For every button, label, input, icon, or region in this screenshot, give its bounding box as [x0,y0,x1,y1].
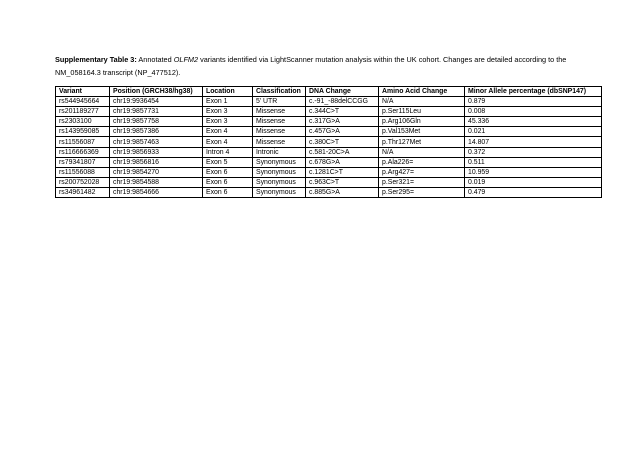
cell-amino-acid-change: p.Thr127Met [379,137,465,147]
cell-location: Exon 3 [203,107,253,117]
table-row [56,167,602,177]
cell-minor-allele-percentage: 0.019 [465,177,602,187]
cell-position: chr19:9857463 [110,137,203,147]
cell-classification: Synonymous [253,187,306,197]
table-row [56,127,602,137]
cell-minor-allele-percentage: 14.807 [465,137,602,147]
cell-amino-acid-change: p.Ser295= [379,187,465,197]
cell-classification: Synonymous [253,167,306,177]
cell-dna-change: c.1281C>T [306,167,379,177]
table-row [56,117,602,127]
cell-dna-change: c.380C>T [306,137,379,147]
cell-dna-change: c.457G>A [306,127,379,137]
cell-classification: Missense [253,127,306,137]
cell-classification: Missense [253,117,306,127]
cell-dna-change: c.-91_-88delCCGG [306,97,379,107]
cell-location: Exon 1 [203,97,253,107]
cell-variant: rs11556088 [56,167,110,177]
cell-variant: rs201189277 [56,107,110,117]
cell-amino-acid-change: N/A [379,147,465,157]
cell-amino-acid-change: N/A [379,97,465,107]
cell-variant: rs11556087 [56,137,110,147]
cell-amino-acid-change: p.Ser115Leu [379,107,465,117]
header-dna-change: DNA Change [306,87,379,97]
header-variant: Variant [56,87,110,97]
cell-minor-allele-percentage: 10.959 [465,167,602,177]
cell-position: chr19:9854588 [110,177,203,187]
cell-amino-acid-change: p.Arg106Gln [379,117,465,127]
cell-dna-change: c.885G>A [306,187,379,197]
header-location: Location [203,87,253,97]
caption-gene: OLFM2 [173,55,199,64]
caption-label: Supplementary Table 3: [55,55,137,64]
table-row [56,177,602,187]
cell-position: chr19:9936454 [110,97,203,107]
table-header-row [56,87,602,97]
cell-dna-change: c.963C>T [306,177,379,187]
table-row [56,157,602,167]
cell-minor-allele-percentage: 45.336 [465,117,602,127]
cell-location: Exon 6 [203,187,253,197]
cell-minor-allele-percentage: 0.021 [465,127,602,137]
cell-dna-change: c.581-20C>A [306,147,379,157]
cell-variant: rs544945664 [56,97,110,107]
cell-position: chr19:9857731 [110,107,203,117]
header-position: Position (GRCH38/hg38) [110,87,203,97]
header-classification: Classification [253,87,306,97]
cell-variant: rs143959085 [56,127,110,137]
table-caption [55,54,595,79]
cell-location: Exon 4 [203,127,253,137]
cell-amino-acid-change: p.Arg427= [379,167,465,177]
cell-dna-change: c.317G>A [306,117,379,127]
cell-variant: rs34961482 [56,187,110,197]
cell-variant: rs2303100 [56,117,110,127]
cell-amino-acid-change: p.Ala226= [379,157,465,167]
table-row [56,137,602,147]
cell-location: Intron 4 [203,147,253,157]
variants-table [55,86,602,198]
cell-classification: Intronic [253,147,306,157]
cell-variant: rs116666369 [56,147,110,157]
cell-classification: 5' UTR [253,97,306,107]
cell-location: Exon 6 [203,167,253,177]
cell-minor-allele-percentage: 0.008 [465,107,602,117]
table-row [56,97,602,107]
cell-location: Exon 4 [203,137,253,147]
cell-position: chr19:9854270 [110,167,203,177]
cell-minor-allele-percentage: 0.511 [465,157,602,167]
cell-location: Exon 6 [203,177,253,187]
cell-position: chr19:9856933 [110,147,203,157]
header-amino-acid-change: Amino Acid Change [379,87,465,97]
cell-minor-allele-percentage: 0.479 [465,187,602,197]
cell-position: chr19:9857386 [110,127,203,137]
cell-location: Exon 5 [203,157,253,167]
cell-position: chr19:9854666 [110,187,203,197]
table-row [56,147,602,157]
cell-position: chr19:9856816 [110,157,203,167]
cell-position: chr19:9857758 [110,117,203,127]
cell-classification: Missense [253,137,306,147]
cell-classification: Synonymous [253,157,306,167]
cell-classification: Synonymous [253,177,306,187]
cell-location: Exon 3 [203,117,253,127]
cell-amino-acid-change: p.Ser321= [379,177,465,187]
header-minor-allele-percentage: Minor Allele percentage (dbSNP147) [465,87,602,97]
cell-variant: rs79341807 [56,157,110,167]
caption-text-start: Annotated [136,55,174,64]
cell-variant: rs200752028 [56,177,110,187]
table-row [56,187,602,197]
cell-dna-change: c.344C>T [306,107,379,117]
cell-minor-allele-percentage: 0.372 [465,147,602,157]
cell-amino-acid-change: p.Val153Met [379,127,465,137]
cell-minor-allele-percentage: 0.879 [465,97,602,107]
cell-classification: Missense [253,107,306,117]
table-row [56,107,602,117]
cell-dna-change: c.678G>A [306,157,379,167]
caption-text-end: variants identified via LightScanner mutation analysis within the UK cohort. Changes are detailed according to the NM_058164.3 transcript (NP_477512). [55,55,567,77]
